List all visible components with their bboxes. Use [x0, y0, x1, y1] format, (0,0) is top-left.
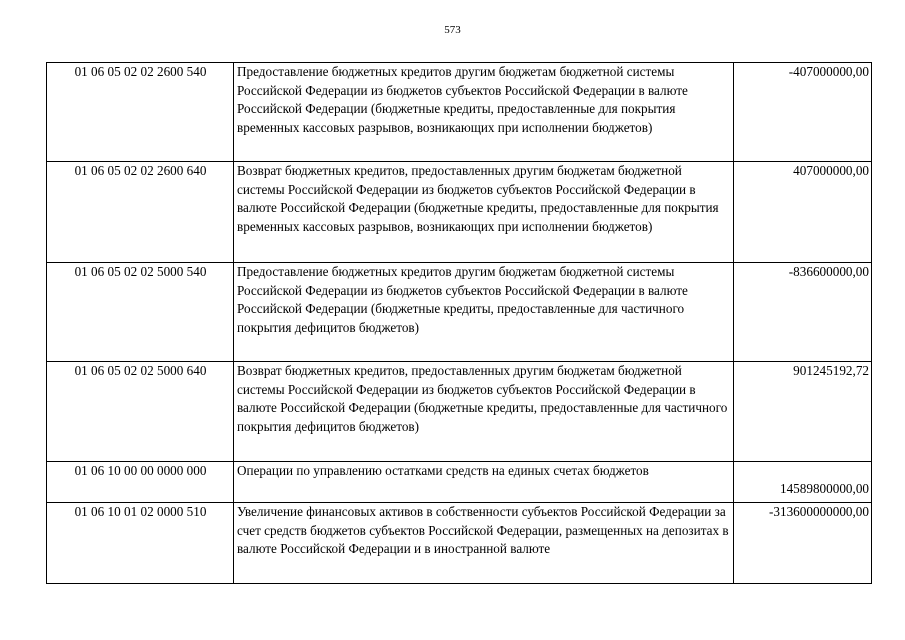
table-row: [47, 503, 872, 584]
page-number: 573: [444, 24, 461, 36]
budget-code-cell: 01 06 05 02 02 5000 640: [47, 362, 234, 462]
table-row: [47, 263, 872, 362]
budget-code-cell: 01 06 10 01 02 0000 510: [47, 503, 234, 584]
budget-code-cell: 01 06 05 02 02 2600 640: [47, 162, 234, 263]
description-cell: Увеличение финансовых активов в собственности субъектов Российской Федерации за счет средств бюджетов субъектов Российской Федерации, размещенных на депозитах в валюте Российской Федерации и в иностранной валюте: [234, 503, 734, 584]
table-row: [47, 63, 872, 162]
budget-sources-table: [46, 62, 872, 584]
description-cell: Предоставление бюджетных кредитов другим бюджетам бюджетной системы Российской Федерации из бюджетов субъектов Российской Федерации в валюте Российской Федерации (бюджетные кредиты, предоставленные для частичного покрытия дефицитов бюджетов): [234, 263, 734, 362]
amount-cell: 407000000,00: [734, 162, 872, 263]
table-row: [47, 362, 872, 462]
table-row: [47, 462, 872, 503]
description-cell: Возврат бюджетных кредитов, предоставленных другим бюджетам бюджетной системы Российской Федерации из бюджетов субъектов Российской Федерации в валюте Российской Федерации (бюджетные кредиты, предоставленные для частичного покрытия дефицитов бюджетов): [234, 362, 734, 462]
amount-cell: -836600000,00: [734, 263, 872, 362]
amount-cell: 901245192,72: [734, 362, 872, 462]
description-cell: Операции по управлению остатками средств на единых счетах бюджетов: [234, 462, 734, 503]
budget-code-cell: 01 06 05 02 02 5000 540: [47, 263, 234, 362]
description-cell: Предоставление бюджетных кредитов другим бюджетам бюджетной системы Российской Федерации из бюджетов субъектов Российской Федерации в валюте Российской Федерации (бюджетные кредиты, предоставленные для покрытия временных кассовых разрывов, возникающих при исполнении бюджетов): [234, 63, 734, 162]
description-cell: Возврат бюджетных кредитов, предоставленных другим бюджетам бюджетной системы Российской Федерации из бюджетов субъектов Российской Федерации в валюте Российской Федерации (бюджетные кредиты, предоставленные для покрытия временных кассовых разрывов, возникающих при исполнении бюджетов): [234, 162, 734, 263]
amount-cell: 14589800000,00: [734, 462, 872, 503]
amount-cell: -407000000,00: [734, 63, 872, 162]
amount-cell: -313600000000,00: [734, 503, 872, 584]
budget-code-cell: 01 06 10 00 00 0000 000: [47, 462, 234, 503]
budget-code-cell: 01 06 05 02 02 2600 540: [47, 63, 234, 162]
table-row: [47, 162, 872, 263]
